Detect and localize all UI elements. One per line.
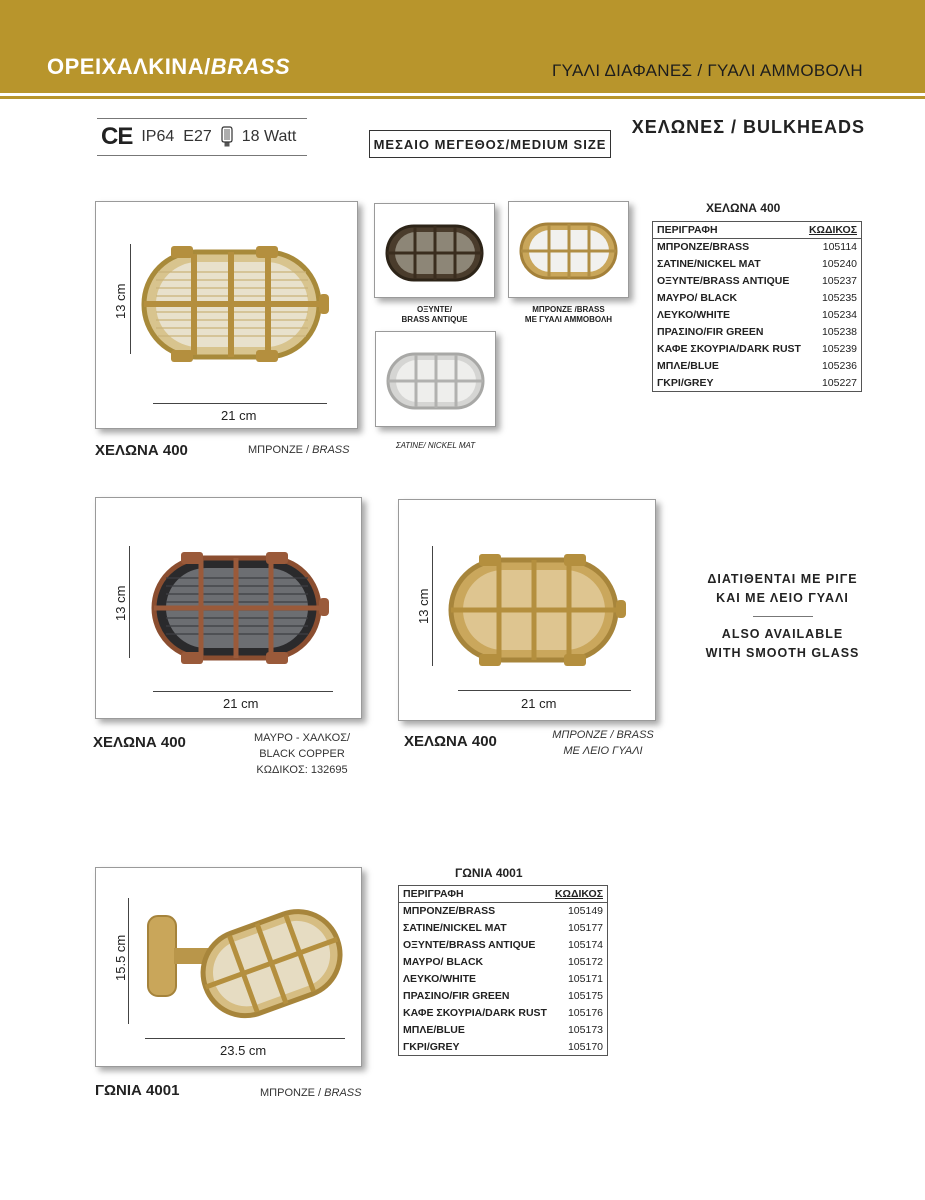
availability-gr-line1: ΔΙΑΤΙΘΕΝΤΑΙ ΜΕ ΡΙΓΕ [707,572,858,586]
width-label: 23.5 cm [220,1043,267,1058]
row-code: 105236 [821,360,858,372]
height-label: 15.5 cm [113,934,128,981]
availability-en-line2: WITH SMOOTH GLASS [705,646,860,660]
brand-title: ΟΡΕΙΧΑΛΚΙΝΑ/BRASS [47,54,291,79]
table-row [399,1005,608,1022]
table-header-row [653,222,862,239]
row-description: ΓΚΡΙ/GREY [403,1040,460,1053]
height-dimension-line [128,898,129,1024]
row-code: 105234 [821,309,858,321]
row-code: 105176 [567,1007,604,1019]
product4-name: ΓΩΝΙΑ 4001 [95,1082,180,1099]
product-photo-black-copper [95,497,362,719]
thumb-brass-frosted [508,201,629,298]
height-dimension-line [129,546,130,658]
bulkhead-nickel-image [376,332,497,428]
table1-body [653,239,862,392]
table1-title: ΧΕΛΩΝΑ 400 [706,201,781,215]
ce-mark: CE [101,123,133,150]
row-code: 105239 [821,343,858,355]
product-photo-brass-smooth [398,499,656,721]
row-code: 105174 [567,939,604,951]
table1-codes [652,221,862,392]
height-dimension-line [432,546,433,666]
size-label: ΜΕΣΑΙΟ ΜΕΓΕΘΟΣ/MEDIUM SIZE [369,130,611,158]
header-rule-thin [0,96,925,99]
row-description: ΜΠΡΟΝΖΕ/BRASS [657,241,750,254]
table-header-row [399,886,608,903]
table-row [399,903,608,920]
table-row [399,988,608,1005]
product-photo-angle-4001 [95,867,362,1067]
width-label: 21 cm [221,408,257,423]
table-row [653,324,862,341]
row-description: ΟΞΥΝΤΕ/BRASS ANTIQUE [657,275,790,287]
table-row [653,256,862,273]
row-description: ΓΚΡΙ/GREY [657,376,714,389]
table-row [399,937,608,954]
row-description: ΜΑΥΡΟ/ BLACK [403,956,484,968]
thumb1-caption: ΟΞΥΝΤΕ/ BRASS ANTIQUE [401,305,468,324]
header-rule [0,88,925,93]
row-code: 105172 [567,956,604,968]
table-row [653,290,862,307]
bulkhead-brass-image [96,202,359,430]
availability-gr-line2: ΚΑΙ ΜΕ ΛΕΙΟ ΓΥΑΛΙ [716,591,849,605]
row-description: ΜΠΛΕ/BLUE [657,360,719,372]
row-code: 105237 [821,275,858,287]
socket-type: E27 [183,128,212,145]
thumb2-caption: ΜΠΡΟΝΖΕ /BRASS ΜΕ ΓΥΑΛΙ ΑΜΜΟΒΟΛΗ [524,305,613,324]
bulkhead-frosted-image [509,202,630,299]
row-description: ΣΑΤΙΝΕ/NICKEL MAT [657,258,761,270]
row-description: ΛΕΥΚΟ/WHITE [657,309,731,321]
availability-divider [753,616,813,617]
row-code: 105149 [567,905,604,918]
col-desc-header: ΠΕΡΙΓΡΑΦΗ [399,886,551,903]
product1-finish: ΜΠΡΟΝΖΕ / BRASS [248,444,350,456]
col-code-header: ΚΩΔΙΚΟΣ [551,886,608,903]
table-row [399,954,608,971]
table2-codes [398,885,608,1056]
height-label: 13 cm [113,585,128,621]
row-description: ΜΠΛΕ/BLUE [403,1024,465,1036]
row-description: ΛΕΥΚΟ/WHITE [403,973,477,985]
width-label: 21 cm [521,696,557,711]
height-label: 13 cm [113,283,128,319]
table2-body [399,903,608,1056]
row-code: 105177 [567,922,604,934]
width-dimension-line [145,1038,345,1039]
thumb-brass-antique [374,203,495,298]
spec-row [97,118,307,156]
table-row [399,920,608,937]
width-dimension-line [153,403,327,404]
table-row [653,358,862,375]
product2-finish: ΜΑΥΡΟ - ΧΑΛΚΟΣ/ BLACK COPPER ΚΩΔΙΚΟΣ: 132695 [253,732,351,776]
height-dimension-line [130,244,131,354]
table-row [399,1022,608,1039]
product2-name: ΧΕΛΩΝΑ 400 [93,734,186,751]
row-description: ΚΑΦΕ ΣΚΟΥΡΙΑ/DARK RUST [403,1007,547,1019]
product-photo-bulkhead-brass [95,201,358,429]
row-code: 105238 [821,326,858,338]
product3-finish: ΜΠΡΟΝΖΕ / BRASS ΜΕ ΛΕΙΟ ΓΥΑΛΙ [552,729,654,757]
power-rating: 18 Watt [241,128,297,145]
row-code: 105171 [567,973,604,985]
product1-name: ΧΕΛΩΝΑ 400 [95,442,188,459]
thumb-nickel-mat [375,331,496,427]
row-description: ΣΑΤΙΝΕ/NICKEL MAT [403,922,507,934]
product4-finish: ΜΠΡΟΝΖΕ / BRASS [260,1087,362,1099]
table-row [399,1039,608,1056]
row-description: ΜΠΡΟΝΖΕ/BRASS [403,905,496,918]
row-code: 105235 [821,292,858,304]
width-label: 21 cm [223,696,259,711]
ip-rating: IP64 [141,128,175,145]
row-code: 105227 [821,376,858,389]
row-code: 105175 [567,990,604,1002]
table-row [399,971,608,988]
bulkhead-antique-image [375,204,496,299]
table-row [653,375,862,392]
row-description: ΠΡΑΣΙΝΟ/FIR GREEN [657,326,764,338]
bulb-icon [221,126,233,148]
bulkhead-smooth-image [399,500,657,722]
col-desc-header: ΠΕΡΙΓΡΑΦΗ [653,222,805,239]
row-description: ΜΑΥΡΟ/ BLACK [657,292,738,304]
row-code: 105240 [821,258,858,270]
row-description: ΚΑΦΕ ΣΚΟΥΡΙΑ/DARK RUST [657,343,801,355]
row-description: ΟΞΥΝΤΕ/BRASS ANTIQUE [403,939,536,951]
col-code-header: ΚΩΔΙΚΟΣ [805,222,862,239]
width-dimension-line [153,691,333,692]
availability-en-line1: ALSO AVAILABLE [721,627,844,641]
product3-name: ΧΕΛΩΝΑ 400 [404,733,497,750]
width-dimension-line [458,690,631,691]
brand-subtitle: ΓΥΑΛΙ ΔΙΑΦΑΝΕΣ / ΓΥΑΛΙ ΑΜΜΟΒΟΛΗ [552,61,863,80]
row-description: ΠΡΑΣΙΝΟ/FIR GREEN [403,990,510,1002]
table-row [653,273,862,290]
availability-note [690,570,875,663]
thumb3-caption: ΣΑΤΙΝΕ/ NICKEL MAT [395,441,476,450]
section-title: ΧΕΛΩΝΕΣ / BULKHEADS [631,117,865,137]
table-row [653,307,862,324]
bulkhead-copper-image [96,498,363,720]
table-row [653,341,862,358]
height-label: 13 cm [416,588,431,624]
table-row [653,239,862,256]
row-code: 105170 [567,1040,604,1053]
row-code: 105173 [567,1024,604,1036]
table2-title: ΓΩΝΙΑ 4001 [455,866,523,880]
row-code: 105114 [822,241,858,254]
